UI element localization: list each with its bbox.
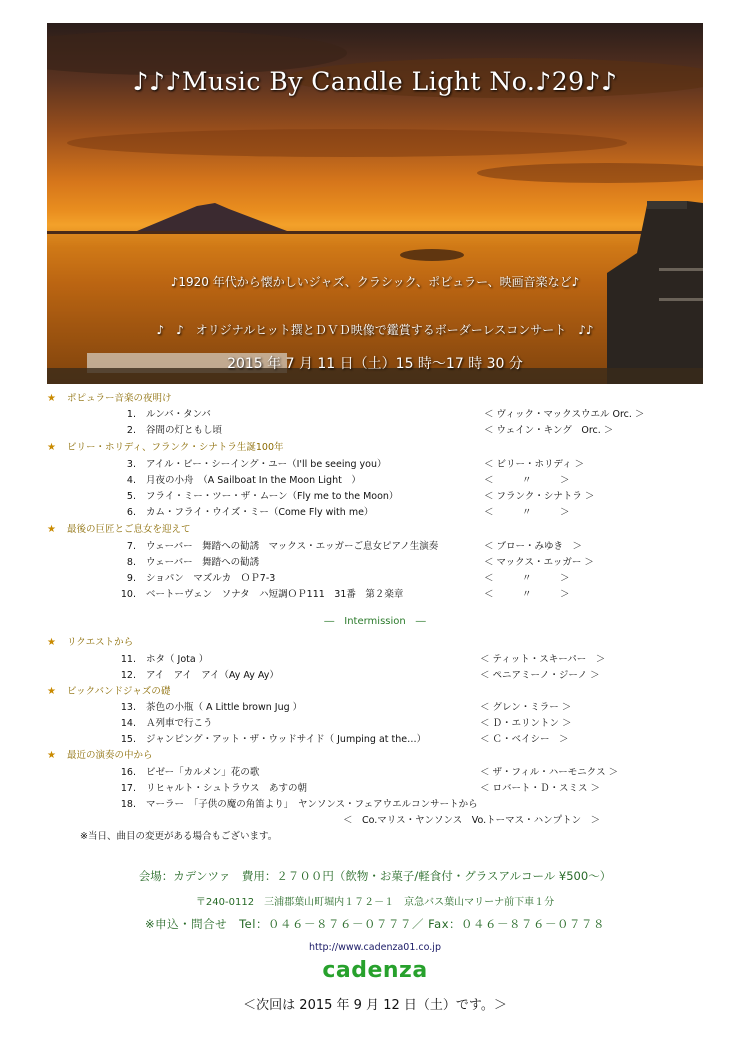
- cadenza-logo: cadenza: [322, 958, 428, 983]
- program-item: 9. ショパン マズルカ ＯＰ7-3 ＜ 〃 ＞: [126, 573, 570, 584]
- next-concert: ＜次回は 2015 年 9 月 12 日（土）です。＞: [243, 998, 507, 1013]
- star-icon: ★: [47, 686, 56, 697]
- intermission-label: ― Intermission ―: [324, 616, 426, 627]
- program-item: 2. 谷間の灯ともし頃 ＜ ウェイン・キング Orc. ＞: [126, 425, 614, 436]
- program-item: 6. カム・フライ・ウイズ・ミー（Come Fly with me） ＜ 〃 ＞: [126, 507, 570, 518]
- hero-banner: [47, 23, 703, 384]
- program-item: 8. ウェーバー 舞踏への勧誘 ＜ マックス・エッガー ＞: [126, 557, 594, 568]
- program-item: 18. マーラー 「子供の魔の角笛より」 ヤンソンス・フェアウエルコンサートから: [120, 799, 478, 810]
- section-heading: ★ 最近の演奏の中から: [47, 750, 153, 761]
- change-notice: ※当日、曲目の変更がある場合もございます。: [80, 831, 278, 842]
- star-icon: ★: [47, 637, 56, 648]
- hero-tagline-2: ♪ ♪ オリジナルヒット撰とＤＶＤ映像で鑑賞するボーダーレスコンサート ♪♪: [156, 323, 594, 337]
- website-link[interactable]: http://www.cadenza01.co.jp: [309, 942, 441, 953]
- program-item: 11. ホタ（ Jota ） ＜ ティット・スキーパー ＞: [120, 654, 606, 665]
- program-item: 7. ウェーバー 舞踏への勧誘 マックス・エッガーご息女ピアノ生演奏 ＜ ブロー・みゆき ＞: [126, 541, 583, 552]
- venue-info: 会場：カデンツァ 費用：２７００円（飲物・お菓子/軽食付・グラスアルコール ¥500～）: [138, 869, 612, 883]
- hero-tagline-1: ♪1920 年代から懐かしいジャズ、クラシック、ポピュラー、映画音楽など♪: [170, 275, 580, 289]
- program-item: 16. ビゼー「カルメン」花の歌 ＜ ザ・フィル・ハーモニクス ＞: [120, 767, 619, 778]
- star-icon: ★: [47, 442, 56, 453]
- program-item: 14. Ａ列車で行こう ＜ Ｄ・エリントン ＞: [120, 718, 572, 729]
- program-item-artist: ＜ Co.マリス・ヤンソンス Vo.トーマス・ハンプトン ＞: [343, 815, 601, 826]
- address: 〒240-0112 三浦郡葉山町堀内１７２－１ 京急バス葉山マリーナ前下車１分: [195, 897, 555, 908]
- program-item: 5. フライ・ミー・ツー・ザ・ムーン（Fly me to the Moon） ＜ フランク・シナトラ ＞: [126, 491, 595, 502]
- program-item: 1. ルンバ・タンバ ＜ ヴィック・マックスウエル Orc. ＞: [126, 409, 645, 420]
- concert-date: 2015 年 7 月 11 日（土）15 時～17 時 30 分: [227, 356, 523, 372]
- section-heading: ★ ビックバンドジャズの礎: [47, 686, 171, 697]
- contact-info: ※申込・問合せ Tel：０４６－８７６－０７７７／ Fax：０４６－８７６－０７７８: [144, 917, 606, 931]
- program-item: 13. 茶色の小瓶（ A Little brown Jug ） ＜ グレン・ミラー ＞: [120, 702, 572, 713]
- program-item: 3. アイル・ビー・シーイング・ユー（I'll be seeing you） ＜ ビリー・ホリディ ＞: [126, 459, 585, 470]
- section-heading: ★ ポピュラー音楽の夜明け: [47, 393, 172, 404]
- program-item: 12. アイ アイ アイ（Ay Ay Ay） ＜ ペニアミーノ・ジーノ ＞: [120, 670, 600, 681]
- program-item: 4. 月夜の小舟 （A Sailboat In the Moon Light ） ＜ 〃 ＞: [126, 475, 570, 486]
- concert-title: ♪♪♪Music By Candle Light No.♪29♪♪: [132, 67, 618, 96]
- program-item: 10. ベートーヴェン ソナタ ハ短調ＯＰ111 31番 第２楽章 ＜ 〃 ＞: [120, 589, 570, 600]
- section-heading: ★ リクエストから: [47, 637, 134, 648]
- program-item: 15. ジャンピング・アット・ザ・ウッドサイド（ Jumping at the…） ＜ Ｃ・ベイシー ＞: [120, 734, 569, 745]
- star-icon: ★: [47, 393, 56, 404]
- program-item: 17. リヒャルト・シュトラウス あすの朝 ＜ ロバート・Ｄ・スミス ＞: [120, 783, 601, 794]
- section-heading: ★ ビリー・ホリディ、フランク・シナトラ生誕100年: [47, 442, 284, 453]
- star-icon: ★: [47, 524, 56, 535]
- star-icon: ★: [47, 750, 56, 761]
- section-heading: ★ 最後の巨匠とご息女を迎えて: [47, 524, 191, 535]
